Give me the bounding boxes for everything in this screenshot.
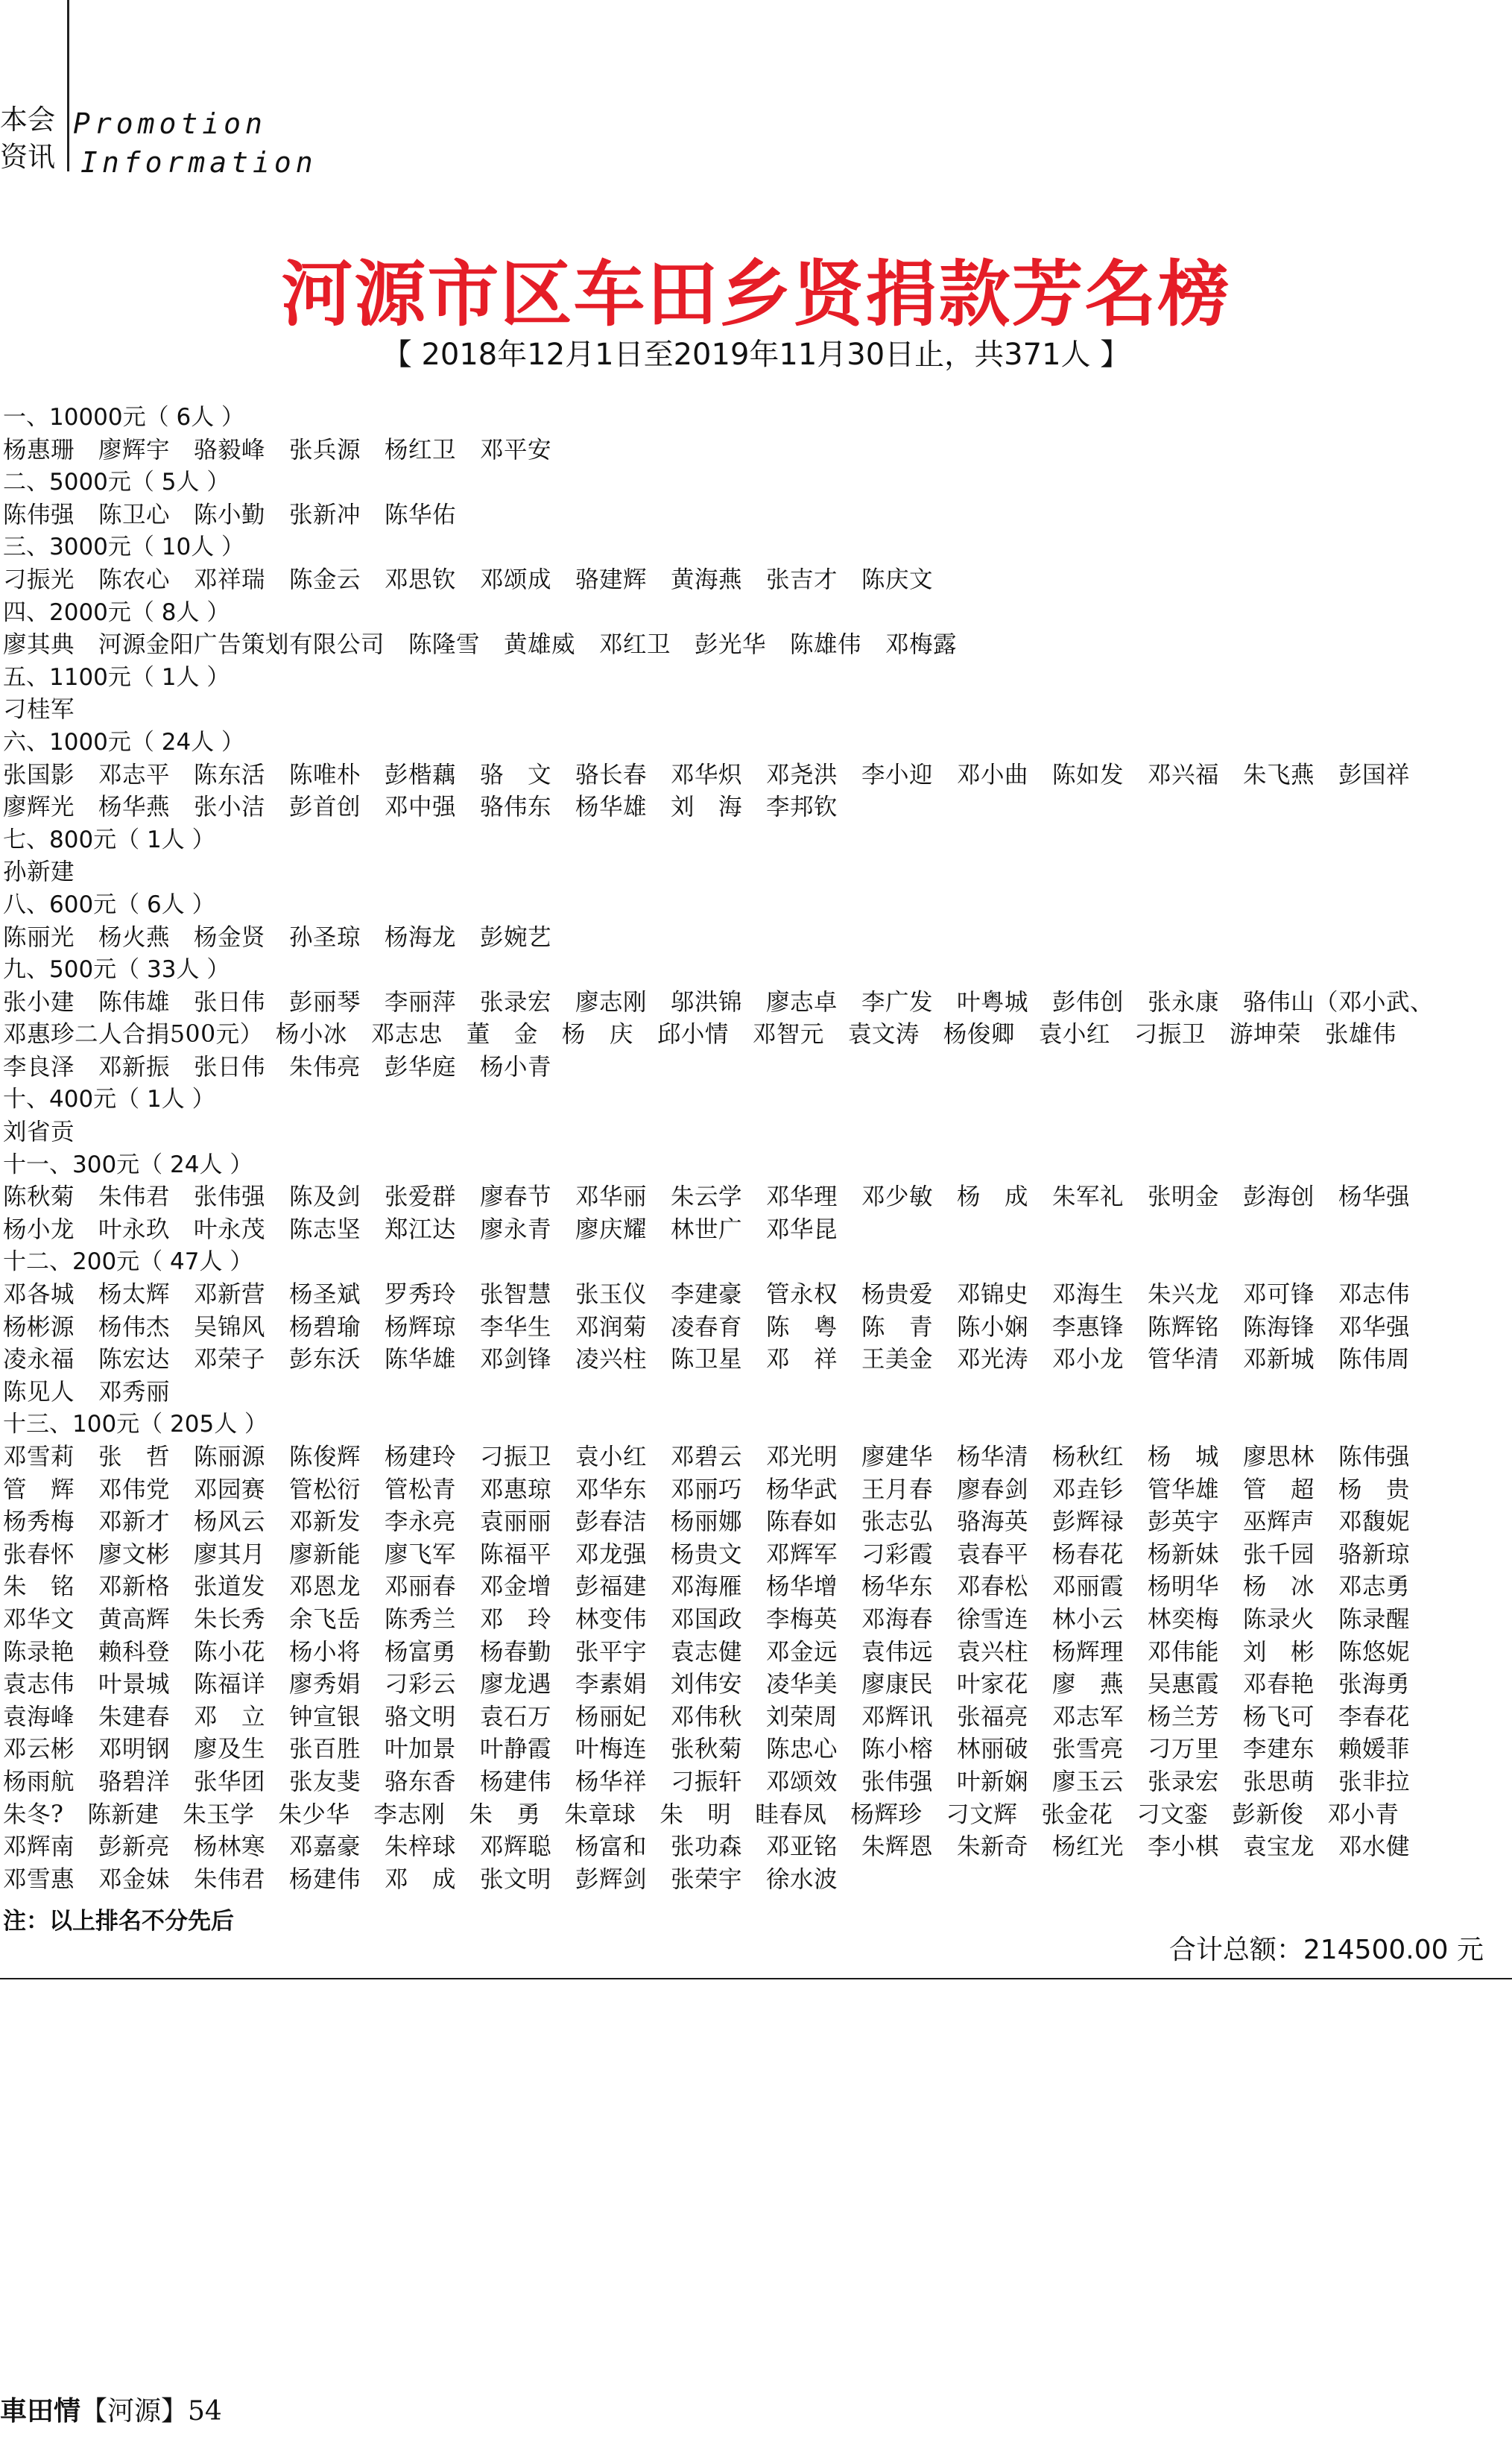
donor-names-row: 杨彬源 杨伟杰 吴锦风 杨碧瑜 杨辉琼 李华生 邓润菊 凌春育 陈 粤 陈 青 陈小娴 李惠锋 陈辉铭 陈海锋 邓华强 xyxy=(3,1313,1411,1341)
header-vertical-rule xyxy=(67,0,69,171)
donor-names-row: 凌永福 陈宏达 邓荣子 彭东沃 陈华雄 邓剑锋 凌兴柱 陈卫星 邓 祥 王美金 邓光涛 邓小龙 管华清 邓新城 陈伟周 xyxy=(3,1346,1411,1374)
donor-names-row: 朱冬? 陈新建 朱玉学 朱少华 李志刚 朱 勇 朱章球 朱 明 眭春凤 杨辉珍 刁文辉 张金花 刁文銮 彭新俊 邓小青 xyxy=(3,1801,1399,1828)
page-number: 54 xyxy=(188,2396,222,2427)
donor-names-row: 李良泽 邓新振 张日伟 朱伟亮 彭华庭 杨小青 xyxy=(3,1053,552,1081)
donation-tier-heading: 一、10000元（ 6人 ） xyxy=(3,404,245,431)
donor-names-row: 邓雪惠 邓金妹 朱伟君 杨建伟 邓 成 张文明 彭辉剑 张荣宇 徐水波 xyxy=(3,1865,838,1893)
donation-tier-heading: 十三、100元（ 205人 ） xyxy=(3,1411,268,1438)
donor-names-row: 杨雨航 骆碧洋 张华团 张友斐 骆东香 杨建伟 杨华祥 刁振轩 邓颂效 张伟强 叶新娴 廖玉云 张录宏 张思萌 张非拉 xyxy=(3,1768,1411,1795)
donation-tier-heading: 四、2000元（ 8人 ） xyxy=(3,598,230,626)
page-subtitle: 【 2018年12月1日至2019年11月30日止，共371人 】 xyxy=(382,338,1130,372)
total-amount: 合计总额：214500.00 元 xyxy=(1168,1935,1484,1965)
donor-names-row: 陈伟强 陈卫心 陈小勤 张新冲 陈华佑 xyxy=(3,501,457,528)
donation-tier-heading: 七、800元（ 1人 ） xyxy=(3,826,215,853)
donor-names-row: 廖辉光 杨华燕 张小洁 彭首创 邓中强 骆伟东 杨华雄 刘 海 李邦钦 xyxy=(3,794,838,821)
donor-names-row: 朱 铭 邓新格 张道发 邓恩龙 邓丽春 邓金增 彭福建 邓海雁 杨华增 杨华东 邓春松 邓丽霞 杨明华 杨 冰 邓志勇 xyxy=(3,1573,1411,1601)
footnote: 注：以上排名不分先后 xyxy=(3,1908,234,1935)
donor-names-row: 陈录艳 赖科登 陈小花 杨小将 杨富勇 杨春勤 张平宇 袁志健 邓金远 袁伟远 袁兴柱 杨辉理 邓伟能 刘 彬 陈悠妮 xyxy=(3,1638,1411,1666)
magazine-name: 車田情 xyxy=(0,2395,81,2427)
donor-names-row: 袁海峰 朱建春 邓 立 钟宣银 骆文明 袁石万 杨丽妃 邓伟秋 刘荣周 邓辉讯 张福亮 邓志军 杨兰芳 杨飞可 李春花 xyxy=(3,1703,1411,1731)
donor-names-row: 邓辉南 彭新亮 杨林寒 邓嘉豪 朱梓球 邓辉聪 杨富和 张功森 邓亚铭 朱辉恩 朱新奇 杨红光 李小棋 袁宝龙 邓水健 xyxy=(3,1833,1411,1861)
donation-tier-heading: 九、500元（ 33人 ） xyxy=(3,956,230,984)
section-label-cn xyxy=(0,101,66,176)
donation-tier-heading: 五、1100元（ 1人 ） xyxy=(3,663,230,691)
divider-line xyxy=(0,1978,1512,1979)
donor-names-row: 廖其典 河源金阳广告策划有限公司 陈隆雪 黄雄威 邓红卫 彭光华 陈雄伟 邓梅露 xyxy=(3,631,958,659)
donor-names-row: 袁志伟 叶景城 陈福详 廖秀娟 刁彩云 廖龙遇 李素娟 刘伟安 凌华美 廖康民 叶家花 廖 燕 吴惠霞 邓春艳 张海勇 xyxy=(3,1671,1411,1698)
donor-names-row: 刁振光 陈农心 邓祥瑞 陈金云 邓思钦 邓颂成 骆建辉 黄海燕 张吉才 陈庆文 xyxy=(3,566,934,593)
donation-tier-heading: 十二、200元（ 47人 ） xyxy=(3,1248,253,1276)
donor-names-row: 管 辉 邓伟党 邓园赛 管松衍 管松青 邓惠琼 邓华东 邓丽巧 杨华武 王月春 廖春剑 邓垚钐 管华雄 管 超 杨 贵 xyxy=(3,1476,1411,1503)
donation-tier-heading: 二、5000元（ 5人 ） xyxy=(3,469,230,496)
donor-list xyxy=(3,402,1508,1896)
section-label-cn-line2: 资讯 xyxy=(0,141,55,173)
donation-tier-heading: 十一、300元（ 24人 ） xyxy=(3,1151,253,1178)
donor-names-row: 杨秀梅 邓新才 杨风云 邓新发 李永亮 袁丽丽 彭春洁 杨丽娜 陈春如 张志弘 骆海英 彭辉禄 彭英宇 巫辉声 邓馥妮 xyxy=(3,1508,1411,1536)
donor-names-row: 张小建 陈伟雄 张日伟 彭丽琴 李丽萍 张录宏 廖志刚 邬洪锦 廖志卓 李广发 叶粤城 彭伟创 张永康 骆伟山（邓小武、 xyxy=(3,988,1434,1016)
page-title: 河源市区车田乡贤捐款芳名榜 xyxy=(281,253,1231,336)
section-label-en-line1: Promotion xyxy=(73,107,267,140)
donor-names-row: 杨小龙 叶永玖 叶永茂 陈志坚 郑江达 廖永青 廖庆耀 林世广 邓华昆 xyxy=(3,1216,838,1243)
donor-names-row: 邓雪莉 张 哲 陈丽源 陈俊辉 杨建玲 刁振卫 袁小红 邓碧云 邓光明 廖建华 杨华清 杨秋红 杨 城 廖思林 陈伟强 xyxy=(3,1444,1411,1470)
donor-names-row: 刘省贡 xyxy=(3,1119,75,1146)
donor-names-row: 邓华文 黄高辉 朱长秀 余飞岳 陈秀兰 邓 玲 林变伟 邓国政 李梅英 邓海春 徐雪连 林小云 林奕梅 陈录火 陈录醒 xyxy=(3,1605,1411,1633)
donor-names-row: 孙新建 xyxy=(3,859,75,886)
donor-names-row: 杨惠珊 廖辉宇 骆毅峰 张兵源 杨红卫 邓平安 xyxy=(3,436,552,464)
donation-tier-heading: 八、600元（ 6人 ） xyxy=(3,891,215,918)
section-label-en-line2: Information xyxy=(80,146,317,179)
donation-tier-heading: 三、3000元（ 10人 ） xyxy=(3,534,245,561)
donor-names-row: 邓云彬 邓明钢 廖及生 张百胜 叶加景 叶静霞 叶梅连 张秋菊 陈忠心 陈小榕 林丽破 张雪亮 刁万里 李建东 赖媛菲 xyxy=(3,1736,1411,1763)
donation-tier-heading: 十、400元（ 1人 ） xyxy=(3,1086,215,1113)
donor-names-row: 邓各城 杨太辉 邓新营 杨圣斌 罗秀玲 张智慧 张玉仪 李建豪 管永权 杨贵爱 邓锦史 邓海生 朱兴龙 邓可锋 邓志伟 xyxy=(3,1281,1411,1309)
donor-names-row: 陈丽光 杨火燕 杨金贤 孙圣琼 杨海龙 彭婉艺 xyxy=(3,923,552,951)
page-footer xyxy=(0,2392,222,2430)
donation-tier-heading: 六、1000元（ 24人 ） xyxy=(3,728,245,756)
donor-names-row: 陈见人 邓秀丽 xyxy=(3,1378,171,1406)
donor-names-row: 张春怀 廖文彬 廖其月 廖新能 廖飞军 陈福平 邓龙强 杨贵文 邓辉军 刁彩霞 袁春平 杨春花 杨新妹 张千园 骆新琼 xyxy=(3,1540,1411,1568)
donor-names-row: 陈秋菊 朱伟君 张伟强 陈及剑 张爱群 廖春节 邓华丽 朱云学 邓华理 邓少敏 杨 成 朱军礼 张明金 彭海创 杨华强 xyxy=(3,1183,1411,1211)
donor-names-row: 刁桂军 xyxy=(3,696,75,724)
section-label-cn-line1: 本会 xyxy=(0,104,55,136)
magazine-section: 【河源】 xyxy=(80,2396,189,2427)
donor-names-row: 邓惠珍二人合捐500元） 杨小冰 邓志忠 董 金 杨 庆 邱小情 邓智元 袁文涛 杨俊卿 袁小红 刁振卫 游坤荣 张雄伟 xyxy=(3,1021,1396,1049)
donor-names-row: 张国影 邓志平 陈东活 陈唯朴 彭楷藕 骆 文 骆长春 邓华炽 邓尧洪 李小迎 邓小曲 陈如发 邓兴福 朱飞燕 彭国祥 xyxy=(3,761,1411,788)
section-label-en xyxy=(73,104,317,182)
